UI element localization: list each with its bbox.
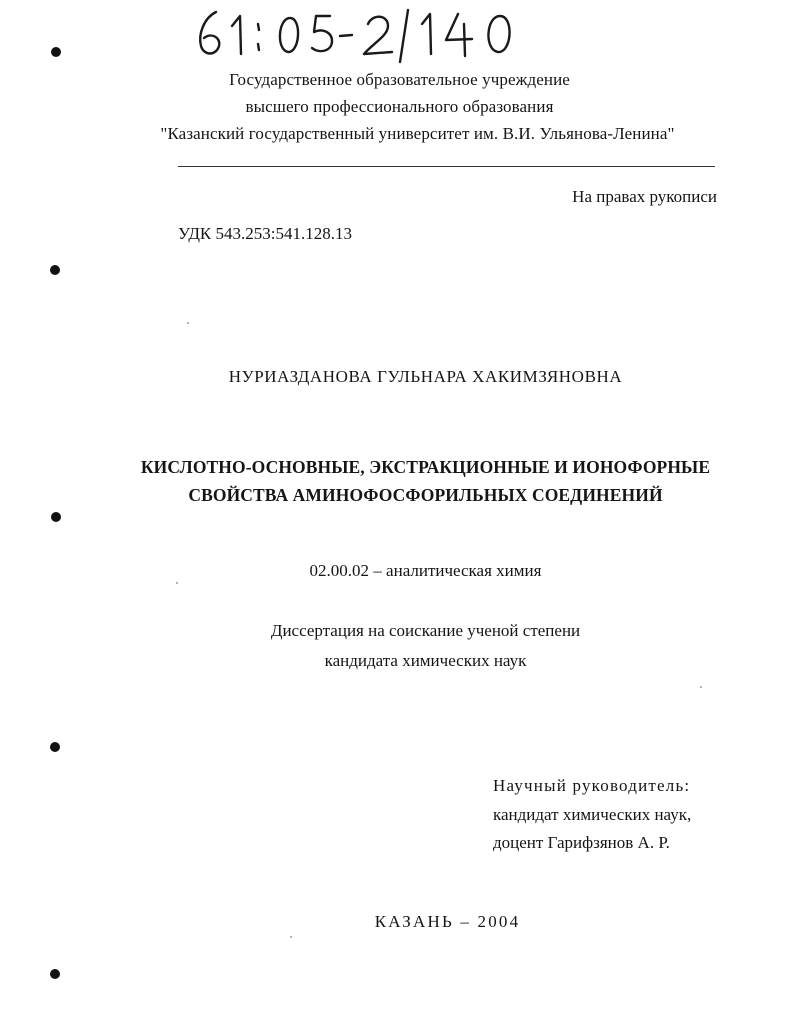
dissertation-title-line-1: КИСЛОТНО-ОСНОВНЫЕ, ЭКСТРАКЦИОННЫЕ И ИОНОФОРНЫЕ bbox=[140, 457, 711, 477]
header-divider bbox=[178, 166, 715, 167]
punch-hole-4 bbox=[50, 742, 60, 752]
supervisor-name: доцент Гарифзянов А. Р. bbox=[493, 833, 670, 852]
specialty-code: 02.00.02 – аналитическая химия bbox=[309, 561, 542, 580]
handwritten-code-drawing bbox=[192, 4, 532, 66]
scan-speck bbox=[187, 322, 189, 324]
institution-line-3: "Казанский государственный университет им. В.И. Ульянова-Ленина" bbox=[160, 124, 675, 143]
manuscript-rights-note: На правах рукописи bbox=[572, 187, 717, 206]
supervisor-degree: кандидат химических наук, bbox=[493, 805, 692, 824]
institution-line-1: Государственное образовательное учреждение bbox=[229, 70, 570, 89]
punch-hole-2 bbox=[50, 265, 60, 275]
udc-code: УДК 543.253:541.128.13 bbox=[178, 224, 352, 243]
degree-line-2: кандидата химических наук bbox=[324, 651, 527, 670]
degree-line-1: Диссертация на соискание ученой степени bbox=[270, 621, 581, 640]
supervisor-heading: Научный руководитель: bbox=[493, 776, 691, 795]
punch-hole-5 bbox=[50, 969, 60, 979]
institution-line-2: высшего профессионального образования bbox=[245, 97, 554, 116]
scan-speck bbox=[700, 686, 702, 688]
scan-speck bbox=[176, 582, 178, 584]
city-year: КАЗАНЬ – 2004 bbox=[374, 912, 521, 931]
author-name: НУРИАЗДАНОВА ГУЛЬНАРА ХАКИМЗЯНОВНА bbox=[228, 367, 623, 386]
punch-hole-3 bbox=[51, 512, 61, 522]
dissertation-title-line-2: СВОЙСТВА АМИНОФОСФОРИЛЬНЫХ СОЕДИНЕНИЙ bbox=[188, 485, 663, 505]
punch-hole-1 bbox=[51, 47, 61, 57]
scan-speck bbox=[290, 936, 292, 938]
handwritten-archive-code bbox=[192, 4, 532, 66]
